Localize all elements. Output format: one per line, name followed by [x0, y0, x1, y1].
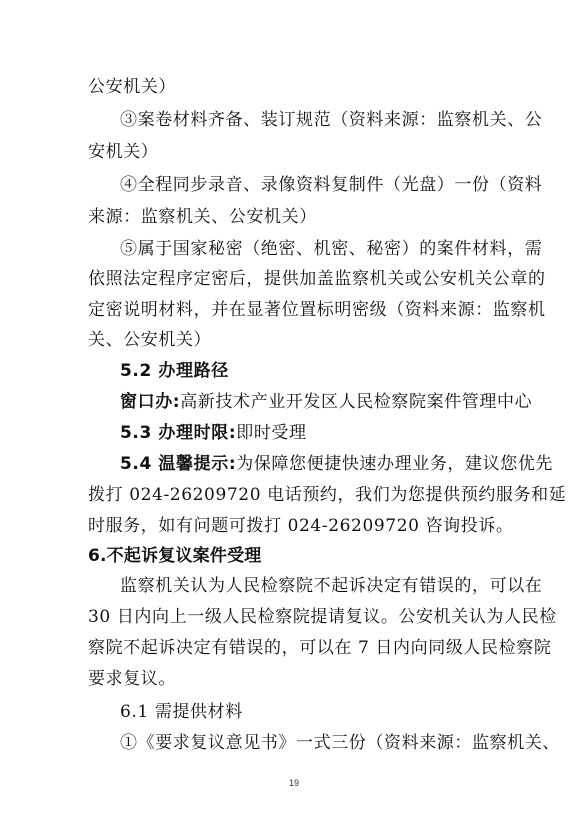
text-line — [120, 391, 588, 413]
text-line: 关、公安机关） — [88, 330, 212, 350]
text-line: ④全程同步录音、录像资料复制件（光盘）一份（资料 — [120, 175, 543, 195]
text-line: ③案卷材料齐备、装订规范（资料来源：监察机关、公 — [120, 110, 543, 130]
text-line — [120, 453, 588, 475]
text-line: 拨打 024-26209720 电话预约，我们为您提供预约服务和延 — [88, 485, 567, 505]
subheading-6-1: 6.1 需提供材料 — [120, 702, 243, 722]
text-line — [120, 422, 588, 444]
text-line: 要求复议。 — [88, 669, 176, 689]
text-line: 来源：监察机关、公安机关） — [88, 207, 317, 227]
text-line: 依照法定程序定密后，提供加盖监察机关或公安机关公章的 — [88, 269, 546, 289]
value-tips: 为保障您便捷快速办理业务，建议您优先 — [236, 454, 554, 474]
label-time-limit: 5.3 办理时限: — [120, 423, 237, 443]
section-heading-6: 6.不起诉复议案件受理 — [88, 546, 262, 566]
text-line: 30 日内向上一级人民检察院提请复议。公安机关认为人民检 — [88, 607, 557, 627]
label-tips: 5.4 温馨提示: — [120, 454, 237, 474]
text-line: 察院不起诉决定有错误的，可以在 7 日内向同级人民检察院 — [88, 638, 552, 658]
text-line: ⑤属于国家秘密（绝密、机密、秘密）的案件材料，需 — [120, 239, 543, 259]
label-window: 窗口办: — [120, 392, 181, 412]
text-line: 时服务，如有问题可拨打 024-26209720 咨询投诉。 — [88, 516, 514, 536]
text-line: 公安机关） — [88, 77, 176, 97]
text-line: 监察机关认为人民检察院不起诉决定有错误的，可以在 — [120, 576, 543, 596]
value-window: 高新技术产业开发区人民检察院案件管理中心 — [180, 392, 533, 412]
page-number: 19 — [288, 778, 299, 788]
text-line: 定密说明材料，并在显著位置标明密级（资料来源：监察机 — [88, 300, 546, 320]
text-line: 安机关） — [88, 142, 159, 162]
text-line: ①《要求复议意见书》一式三份（资料来源：监察机关、 — [120, 733, 560, 753]
value-time-limit: 即时受理 — [236, 423, 307, 443]
subheading-5-2: 5.2 办理路径 — [120, 361, 229, 381]
